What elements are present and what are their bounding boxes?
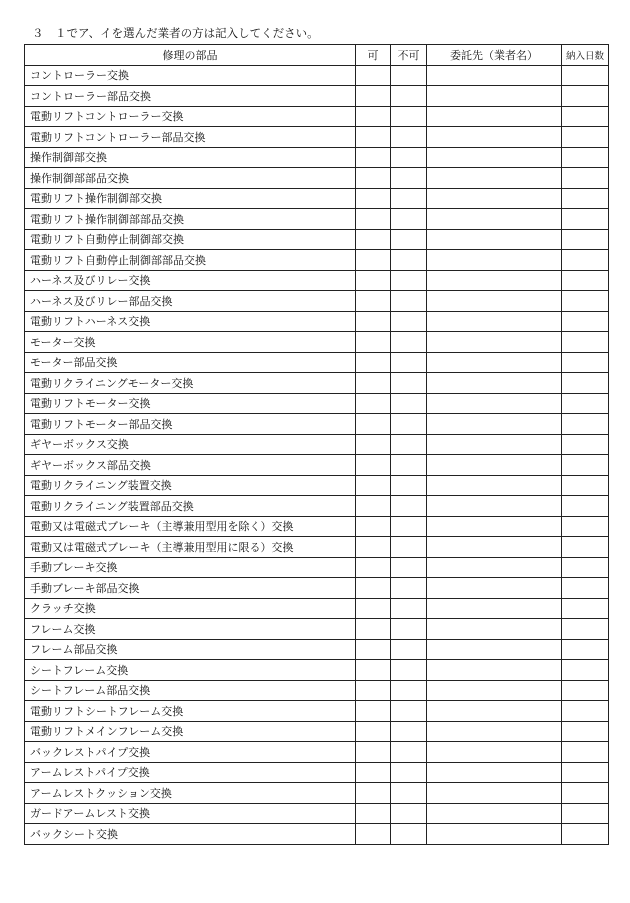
contractor-cell[interactable]: [427, 537, 562, 558]
possible-cell[interactable]: [356, 332, 391, 353]
not-possible-cell[interactable]: [391, 619, 427, 640]
delivery-days-cell[interactable]: [562, 393, 609, 414]
not-possible-cell[interactable]: [391, 475, 427, 496]
possible-cell[interactable]: [356, 250, 391, 271]
table-body: [25, 65, 609, 844]
not-possible-cell[interactable]: [391, 496, 427, 517]
part-name-cell: ギヤーボックス交換: [25, 434, 356, 455]
delivery-days-cell[interactable]: [562, 516, 609, 537]
part-name-cell: ハーネス及びリレー交換: [25, 270, 356, 291]
part-name-cell: 電動リクライニング装置交換: [25, 475, 356, 496]
contractor-cell[interactable]: [427, 106, 562, 127]
table-row: [25, 578, 609, 599]
delivery-days-cell[interactable]: [562, 721, 609, 742]
possible-cell[interactable]: [356, 660, 391, 681]
possible-cell[interactable]: [356, 475, 391, 496]
delivery-days-cell[interactable]: [562, 455, 609, 476]
header-part: 修理の部品: [25, 45, 356, 66]
section-heading: ３ １でア、イを選んだ業者の方は記入してください。: [32, 26, 319, 40]
table-row: [25, 209, 609, 230]
contractor-cell[interactable]: [427, 701, 562, 722]
part-name-cell: クラッチ交換: [25, 598, 356, 619]
not-possible-cell[interactable]: [391, 516, 427, 537]
table-row: [25, 65, 609, 86]
part-name-cell: 手動ブレーキ部品交換: [25, 578, 356, 599]
part-name-cell: 電動リフトコントローラー部品交換: [25, 127, 356, 148]
contractor-cell[interactable]: [427, 619, 562, 640]
not-possible-cell[interactable]: [391, 250, 427, 271]
part-name-cell: 電動リフトメインフレーム交換: [25, 721, 356, 742]
table-row: [25, 106, 609, 127]
contractor-cell[interactable]: [427, 455, 562, 476]
delivery-days-cell[interactable]: [562, 434, 609, 455]
possible-cell[interactable]: [356, 537, 391, 558]
not-possible-cell[interactable]: [391, 168, 427, 189]
table-header-row: [25, 45, 609, 66]
contractor-cell[interactable]: [427, 516, 562, 537]
possible-cell[interactable]: [356, 557, 391, 578]
not-possible-cell[interactable]: [391, 352, 427, 373]
delivery-days-cell[interactable]: [562, 762, 609, 783]
part-name-cell: モーター部品交換: [25, 352, 356, 373]
delivery-days-cell[interactable]: [562, 250, 609, 271]
contractor-cell[interactable]: [427, 496, 562, 517]
not-possible-cell[interactable]: [391, 209, 427, 230]
not-possible-cell[interactable]: [391, 660, 427, 681]
delivery-days-cell[interactable]: [562, 639, 609, 660]
part-name-cell: 電動リフトシートフレーム交換: [25, 701, 356, 722]
part-name-cell: バックシート交換: [25, 824, 356, 845]
not-possible-cell[interactable]: [391, 291, 427, 312]
header-not-possible: 不可: [391, 45, 427, 66]
table-row: [25, 557, 609, 578]
not-possible-cell[interactable]: [391, 680, 427, 701]
not-possible-cell[interactable]: [391, 803, 427, 824]
contractor-cell[interactable]: [427, 721, 562, 742]
table-row: [25, 680, 609, 701]
possible-cell[interactable]: [356, 701, 391, 722]
contractor-cell[interactable]: [427, 127, 562, 148]
table-row: [25, 783, 609, 804]
part-name-cell: ギヤーボックス部品交換: [25, 455, 356, 476]
table-row: [25, 475, 609, 496]
delivery-days-cell[interactable]: [562, 291, 609, 312]
not-possible-cell[interactable]: [391, 598, 427, 619]
possible-cell[interactable]: [356, 86, 391, 107]
table-row: [25, 639, 609, 660]
part-name-cell: アームレストクッション交換: [25, 783, 356, 804]
possible-cell[interactable]: [356, 229, 391, 250]
delivery-days-cell[interactable]: [562, 188, 609, 209]
part-name-cell: ハーネス及びリレー部品交換: [25, 291, 356, 312]
possible-cell[interactable]: [356, 742, 391, 763]
possible-cell[interactable]: [356, 578, 391, 599]
part-name-cell: 電動リフトハーネス交換: [25, 311, 356, 332]
possible-cell[interactable]: [356, 106, 391, 127]
contractor-cell[interactable]: [427, 393, 562, 414]
part-name-cell: 操作制御部部品交換: [25, 168, 356, 189]
part-name-cell: 操作制御部交換: [25, 147, 356, 168]
possible-cell[interactable]: [356, 352, 391, 373]
not-possible-cell[interactable]: [391, 65, 427, 86]
delivery-days-cell[interactable]: [562, 660, 609, 681]
not-possible-cell[interactable]: [391, 762, 427, 783]
delivery-days-cell[interactable]: [562, 127, 609, 148]
table-row: [25, 147, 609, 168]
not-possible-cell[interactable]: [391, 639, 427, 660]
not-possible-cell[interactable]: [391, 106, 427, 127]
contractor-cell[interactable]: [427, 557, 562, 578]
possible-cell[interactable]: [356, 188, 391, 209]
delivery-days-cell[interactable]: [562, 619, 609, 640]
contractor-cell[interactable]: [427, 311, 562, 332]
contractor-cell[interactable]: [427, 168, 562, 189]
table-row: [25, 373, 609, 394]
table-row: [25, 270, 609, 291]
table-row: [25, 516, 609, 537]
repair-parts-table: [24, 44, 609, 845]
delivery-days-cell[interactable]: [562, 598, 609, 619]
contractor-cell[interactable]: [427, 209, 562, 230]
delivery-days-cell[interactable]: [562, 701, 609, 722]
contractor-cell[interactable]: [427, 373, 562, 394]
not-possible-cell[interactable]: [391, 701, 427, 722]
contractor-cell[interactable]: [427, 86, 562, 107]
table-row: [25, 311, 609, 332]
not-possible-cell[interactable]: [391, 393, 427, 414]
part-name-cell: 電動リフトコントローラー交換: [25, 106, 356, 127]
possible-cell[interactable]: [356, 680, 391, 701]
contractor-cell[interactable]: [427, 680, 562, 701]
header-contractor: 委託先（業者名）: [427, 45, 562, 66]
part-name-cell: 電動リフト操作制御部交換: [25, 188, 356, 209]
table-row: [25, 352, 609, 373]
part-name-cell: 電動リフト操作制御部部品交換: [25, 209, 356, 230]
table-row: [25, 496, 609, 517]
possible-cell[interactable]: [356, 65, 391, 86]
table-row: [25, 762, 609, 783]
part-name-cell: 電動リフトモーター部品交換: [25, 414, 356, 435]
possible-cell[interactable]: [356, 168, 391, 189]
contractor-cell[interactable]: [427, 803, 562, 824]
table-row: [25, 291, 609, 312]
contractor-cell[interactable]: [427, 639, 562, 660]
possible-cell[interactable]: [356, 373, 391, 394]
not-possible-cell[interactable]: [391, 824, 427, 845]
part-name-cell: バックレストパイプ交換: [25, 742, 356, 763]
part-name-cell: フレーム部品交換: [25, 639, 356, 660]
part-name-cell: シートフレーム交換: [25, 660, 356, 681]
table-row: [25, 455, 609, 476]
table-row: [25, 824, 609, 845]
contractor-cell[interactable]: [427, 291, 562, 312]
possible-cell[interactable]: [356, 147, 391, 168]
delivery-days-cell[interactable]: [562, 824, 609, 845]
delivery-days-cell[interactable]: [562, 414, 609, 435]
table-row: [25, 660, 609, 681]
not-possible-cell[interactable]: [391, 373, 427, 394]
delivery-days-cell[interactable]: [562, 311, 609, 332]
table-row: [25, 86, 609, 107]
delivery-days-cell[interactable]: [562, 373, 609, 394]
contractor-cell[interactable]: [427, 352, 562, 373]
possible-cell[interactable]: [356, 598, 391, 619]
delivery-days-cell[interactable]: [562, 475, 609, 496]
contractor-cell[interactable]: [427, 434, 562, 455]
part-name-cell: アームレストパイプ交換: [25, 762, 356, 783]
possible-cell[interactable]: [356, 824, 391, 845]
delivery-days-cell[interactable]: [562, 147, 609, 168]
not-possible-cell[interactable]: [391, 742, 427, 763]
not-possible-cell[interactable]: [391, 311, 427, 332]
contractor-cell[interactable]: [427, 65, 562, 86]
not-possible-cell[interactable]: [391, 147, 427, 168]
possible-cell[interactable]: [356, 434, 391, 455]
contractor-cell[interactable]: [427, 475, 562, 496]
not-possible-cell[interactable]: [391, 127, 427, 148]
contractor-cell[interactable]: [427, 598, 562, 619]
delivery-days-cell[interactable]: [562, 537, 609, 558]
table-row: [25, 619, 609, 640]
not-possible-cell[interactable]: [391, 188, 427, 209]
table-row: [25, 537, 609, 558]
contractor-cell[interactable]: [427, 414, 562, 435]
header-delivery-days: 納入日数: [562, 45, 609, 66]
delivery-days-cell[interactable]: [562, 229, 609, 250]
table-row: [25, 393, 609, 414]
possible-cell[interactable]: [356, 393, 391, 414]
not-possible-cell[interactable]: [391, 783, 427, 804]
part-name-cell: モーター交換: [25, 332, 356, 353]
part-name-cell: 手動ブレーキ交換: [25, 557, 356, 578]
not-possible-cell[interactable]: [391, 537, 427, 558]
part-name-cell: 電動リフト自動停止制御部部品交換: [25, 250, 356, 271]
delivery-days-cell[interactable]: [562, 783, 609, 804]
delivery-days-cell[interactable]: [562, 680, 609, 701]
part-name-cell: 電動リクライニング装置部品交換: [25, 496, 356, 517]
delivery-days-cell[interactable]: [562, 557, 609, 578]
not-possible-cell[interactable]: [391, 557, 427, 578]
contractor-cell[interactable]: [427, 578, 562, 599]
delivery-days-cell[interactable]: [562, 496, 609, 517]
table-row: [25, 168, 609, 189]
possible-cell[interactable]: [356, 516, 391, 537]
not-possible-cell[interactable]: [391, 86, 427, 107]
part-name-cell: コントローラー交換: [25, 65, 356, 86]
table-row: [25, 721, 609, 742]
contractor-cell[interactable]: [427, 660, 562, 681]
part-name-cell: 電動又は電磁式ブレーキ（主導兼用型用を除く）交換: [25, 516, 356, 537]
table-row: [25, 250, 609, 271]
table-row: [25, 701, 609, 722]
table-row: [25, 803, 609, 824]
contractor-cell[interactable]: [427, 762, 562, 783]
possible-cell[interactable]: [356, 762, 391, 783]
part-name-cell: 電動又は電磁式ブレーキ（主導兼用型用に限る）交換: [25, 537, 356, 558]
table-row: [25, 598, 609, 619]
delivery-days-cell[interactable]: [562, 352, 609, 373]
part-name-cell: フレーム交換: [25, 619, 356, 640]
contractor-cell[interactable]: [427, 147, 562, 168]
contractor-cell[interactable]: [427, 332, 562, 353]
not-possible-cell[interactable]: [391, 434, 427, 455]
not-possible-cell[interactable]: [391, 229, 427, 250]
part-name-cell: 電動リクライニングモーター交換: [25, 373, 356, 394]
contractor-cell[interactable]: [427, 270, 562, 291]
contractor-cell[interactable]: [427, 188, 562, 209]
not-possible-cell[interactable]: [391, 721, 427, 742]
table-row: [25, 127, 609, 148]
not-possible-cell[interactable]: [391, 414, 427, 435]
delivery-days-cell[interactable]: [562, 332, 609, 353]
delivery-days-cell[interactable]: [562, 65, 609, 86]
not-possible-cell[interactable]: [391, 270, 427, 291]
delivery-days-cell[interactable]: [562, 803, 609, 824]
delivery-days-cell[interactable]: [562, 168, 609, 189]
possible-cell[interactable]: [356, 783, 391, 804]
possible-cell[interactable]: [356, 803, 391, 824]
contractor-cell[interactable]: [427, 742, 562, 763]
possible-cell[interactable]: [356, 721, 391, 742]
part-name-cell: 電動リフト自動停止制御部交換: [25, 229, 356, 250]
not-possible-cell[interactable]: [391, 455, 427, 476]
delivery-days-cell[interactable]: [562, 86, 609, 107]
part-name-cell: 電動リフトモーター交換: [25, 393, 356, 414]
table-row: [25, 188, 609, 209]
possible-cell[interactable]: [356, 496, 391, 517]
part-name-cell: シートフレーム部品交換: [25, 680, 356, 701]
delivery-days-cell[interactable]: [562, 578, 609, 599]
table-row: [25, 229, 609, 250]
possible-cell[interactable]: [356, 414, 391, 435]
delivery-days-cell[interactable]: [562, 742, 609, 763]
possible-cell[interactable]: [356, 209, 391, 230]
possible-cell[interactable]: [356, 291, 391, 312]
delivery-days-cell[interactable]: [562, 106, 609, 127]
table-row: [25, 742, 609, 763]
contractor-cell[interactable]: [427, 783, 562, 804]
part-name-cell: ガードアームレスト交換: [25, 803, 356, 824]
delivery-days-cell[interactable]: [562, 270, 609, 291]
possible-cell[interactable]: [356, 127, 391, 148]
header-possible: 可: [356, 45, 391, 66]
table-row: [25, 414, 609, 435]
possible-cell[interactable]: [356, 455, 391, 476]
table-row: [25, 434, 609, 455]
delivery-days-cell[interactable]: [562, 209, 609, 230]
possible-cell[interactable]: [356, 639, 391, 660]
part-name-cell: コントローラー部品交換: [25, 86, 356, 107]
possible-cell[interactable]: [356, 270, 391, 291]
not-possible-cell[interactable]: [391, 332, 427, 353]
possible-cell[interactable]: [356, 311, 391, 332]
contractor-cell[interactable]: [427, 229, 562, 250]
possible-cell[interactable]: [356, 619, 391, 640]
not-possible-cell[interactable]: [391, 578, 427, 599]
table-row: [25, 332, 609, 353]
contractor-cell[interactable]: [427, 824, 562, 845]
contractor-cell[interactable]: [427, 250, 562, 271]
